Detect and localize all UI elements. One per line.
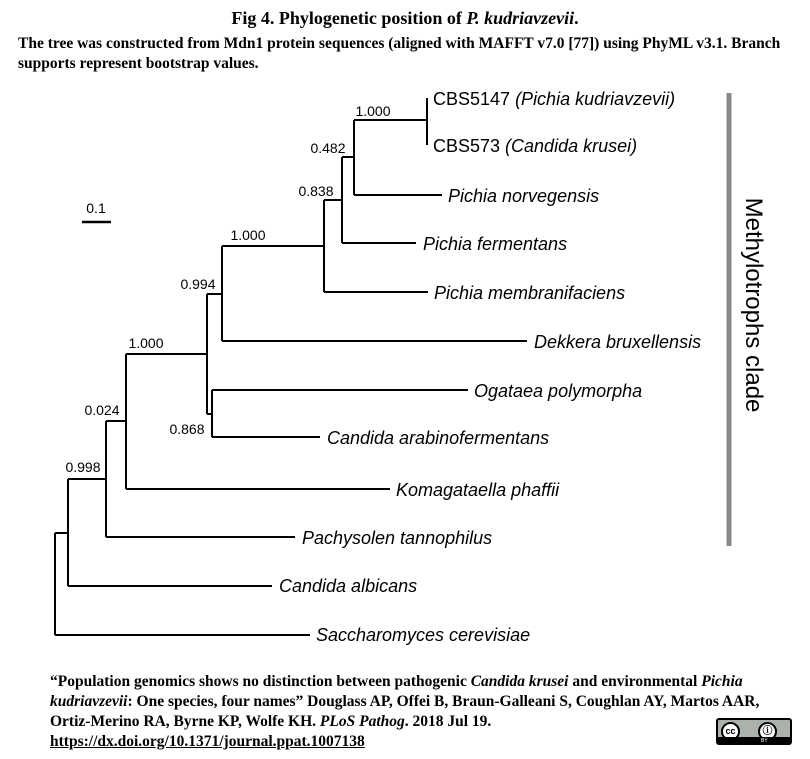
citation-text: and environmental — [568, 673, 702, 690]
title-species: P. kudriavzevii — [466, 8, 575, 28]
citation-text: “Population genomics shows no distinction between pathogenic — [50, 673, 471, 690]
taxon-label — [433, 136, 637, 156]
bootstrap-value: 0.482 — [310, 140, 346, 156]
tree-branches — [55, 98, 527, 635]
branch-node-0994 — [207, 294, 222, 414]
branch-root — [55, 533, 68, 635]
cc-by-license-badge[interactable] — [716, 718, 792, 745]
bootstrap-value: 0.868 — [169, 421, 205, 437]
clade-label: Methylotrophs clade — [740, 197, 767, 413]
taxon-label: Candida arabinofermentans — [327, 428, 550, 448]
title-suffix: . — [574, 8, 579, 28]
figure-caption: The tree was constructed from Mdn1 protein sequences (aligned with MAFFT v7.0 [77]) using PhyML v3.1. Branch supports represent bootstrap values. — [18, 35, 781, 72]
cc-icon: cc — [721, 722, 740, 741]
bootstrap-value: 1.000 — [355, 103, 391, 119]
taxon-label: Pachysolen tannophilus — [302, 528, 493, 548]
strain-name: CBS573 — [433, 136, 506, 156]
citation-journal: PLoS Pathog — [319, 713, 405, 730]
bootstrap-value: 0.998 — [65, 459, 101, 475]
taxon-label: Pichia fermentans — [423, 234, 568, 254]
species-name: (Pichia kudriavzevii) — [515, 89, 676, 109]
branch-node-0998 — [68, 479, 106, 586]
strain-name: CBS5147 — [433, 89, 516, 109]
badge-strip — [718, 737, 790, 743]
bootstrap-value: 0.838 — [298, 183, 334, 199]
bootstrap-value: 0.994 — [180, 276, 216, 292]
citation-date: . 2018 Jul 19. — [404, 713, 492, 730]
scale-bar-label: 0.1 — [86, 200, 106, 216]
citation-species: Candida krusei — [470, 673, 569, 690]
bootstrap-value: 1.000 — [230, 227, 266, 243]
taxon-label: Candida albicans — [279, 576, 418, 596]
branch-node-0024 — [106, 421, 126, 537]
citation — [50, 672, 790, 752]
citation-text: : One species, four names” Douglass AP, Offei B, Braun-Galleani S, Coughlan AY, Martos AAR, Ortiz-Merino RA, Byrne KP, Wolfe KH. — [50, 693, 760, 730]
attribution-icon: ⓘ — [758, 722, 777, 741]
taxon-label: Ogataea polymorpha — [474, 381, 643, 401]
badge-by-text: BY — [761, 738, 768, 744]
taxon-label: Komagataella phaffii — [396, 480, 560, 500]
bootstrap-value: 1.000 — [128, 335, 164, 351]
taxon-label: Dekkera bruxellensis — [534, 332, 702, 352]
branch-node-1000-upper — [222, 246, 324, 341]
taxon-label — [433, 89, 675, 109]
taxon-label: Pichia norvegensis — [448, 186, 600, 206]
title-prefix: Fig 4. Phylogenetic position of — [231, 8, 467, 28]
species-name: (Candida krusei) — [505, 136, 638, 156]
taxon-label: Saccharomyces cerevisiae — [316, 625, 531, 645]
citation-species: Pichia kudriavzevii — [50, 673, 743, 710]
bootstrap-value: 0.024 — [84, 402, 120, 418]
branch-node-0482 — [342, 157, 354, 243]
doi-link[interactable]: https://dx.doi.org/10.1371/journal.ppat.1007138 — [50, 733, 365, 750]
branch-node-0838 — [324, 200, 342, 292]
taxon-label: Pichia membranifaciens — [434, 283, 626, 303]
